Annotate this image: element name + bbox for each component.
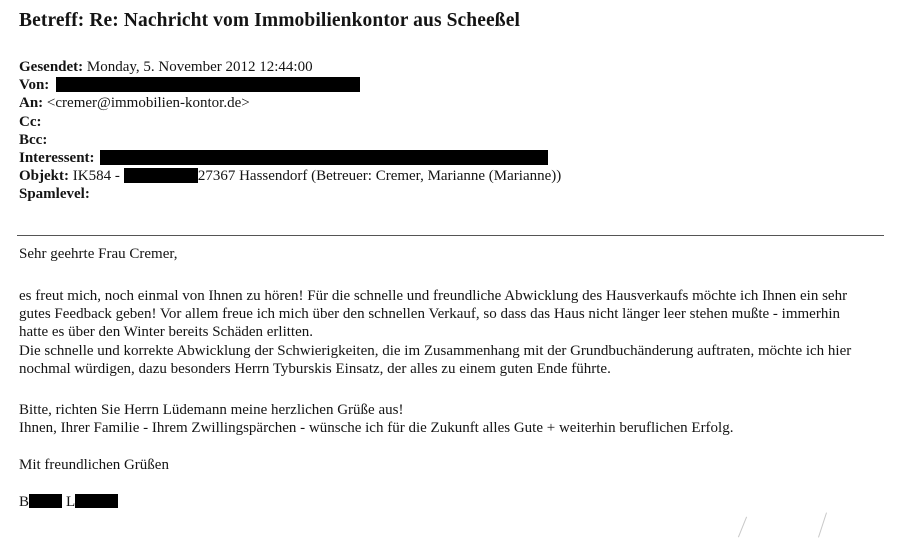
interested-label: Interessent: — [19, 149, 95, 166]
from-row — [19, 76, 561, 94]
to-row — [19, 94, 561, 112]
body-paragraph-1 — [19, 287, 851, 378]
email-subject: Betreff: Re: Nachricht vom Immobilienkontor aus Scheeßel — [19, 10, 520, 31]
body-line: nochmal würdigen, dazu besonders Herrn Tyburskis Einsatz, der alles zu einem guten Ende führte. — [19, 360, 611, 377]
body-line: Ihnen, Ihrer Familie - Ihrem Zwillingspärchen - wünsche ich für die Zukunft alles Gute + weiterhin beruflichen Erfolg. — [19, 420, 734, 437]
object-prefix: IK584 - — [72, 168, 120, 185]
sent-value: Monday, 5. November 2012 12:44:00 — [86, 59, 313, 75]
greeting-line: Sehr geehrte Frau Cremer, — [19, 246, 178, 262]
email-headers — [19, 58, 561, 204]
interested-row — [19, 149, 561, 167]
from-label: Von: — [19, 77, 50, 94]
scan-artifact — [738, 517, 747, 538]
spam-row — [19, 185, 561, 203]
body-paragraph-2 — [19, 401, 733, 437]
email-closing — [19, 456, 169, 474]
from-redaction — [56, 77, 360, 92]
object-suffix: 27367 Hassendorf (Betreuer: Cremer, Marianne (Marianne)) — [197, 168, 562, 185]
header-divider — [17, 235, 884, 236]
closing-line: Mit freundlichen Grüßen — [19, 457, 169, 473]
body-line: es freut mich, noch einmal von Ihnen zu hören! Für die schnelle und freundliche Abwicklung des Hausverkaufs möchte ich Ihnen ein sehr — [19, 288, 848, 304]
signature-last-initial: L — [66, 494, 76, 510]
to-value: <cremer@immobilien-kontor.de> — [46, 95, 250, 112]
sent-row — [19, 58, 561, 76]
email-greeting — [19, 245, 178, 263]
object-row — [19, 167, 561, 185]
scan-artifact — [818, 512, 827, 537]
email-signature — [19, 493, 118, 511]
cc-row — [19, 113, 561, 131]
body-line: Bitte, richten Sie Herrn Lüdemann meine herzlichen Grüße aus! — [19, 402, 404, 418]
signature-first-redaction — [29, 494, 62, 508]
to-label: An: — [19, 95, 44, 112]
object-label: Objekt: — [19, 168, 69, 185]
body-line: Die schnelle und korrekte Abwicklung der Schwierigkeiten, die im Zusammenhang mit der Grundbuchänderung auftraten, möchte ich hier — [19, 342, 852, 359]
bcc-row — [19, 131, 561, 149]
body-line: gutes Feedback geben! Vor allem freue ich mich über den schnellen Verkauf, so dass das Haus nicht länger leer stehen mußte - immerhin — [19, 306, 840, 323]
signature-line — [19, 493, 118, 511]
body-line: hatte es über den Winter bereits Schäden erlitten. — [19, 324, 314, 341]
signature-first-initial: B — [19, 494, 30, 510]
signature-last-redaction — [75, 494, 118, 508]
cc-label: Cc: — [19, 113, 42, 130]
sent-label: Gesendet: — [19, 59, 84, 75]
interested-redaction — [100, 150, 548, 165]
spam-label: Spamlevel: — [19, 186, 90, 203]
bcc-label: Bcc: — [19, 131, 48, 148]
object-redaction — [124, 168, 198, 183]
